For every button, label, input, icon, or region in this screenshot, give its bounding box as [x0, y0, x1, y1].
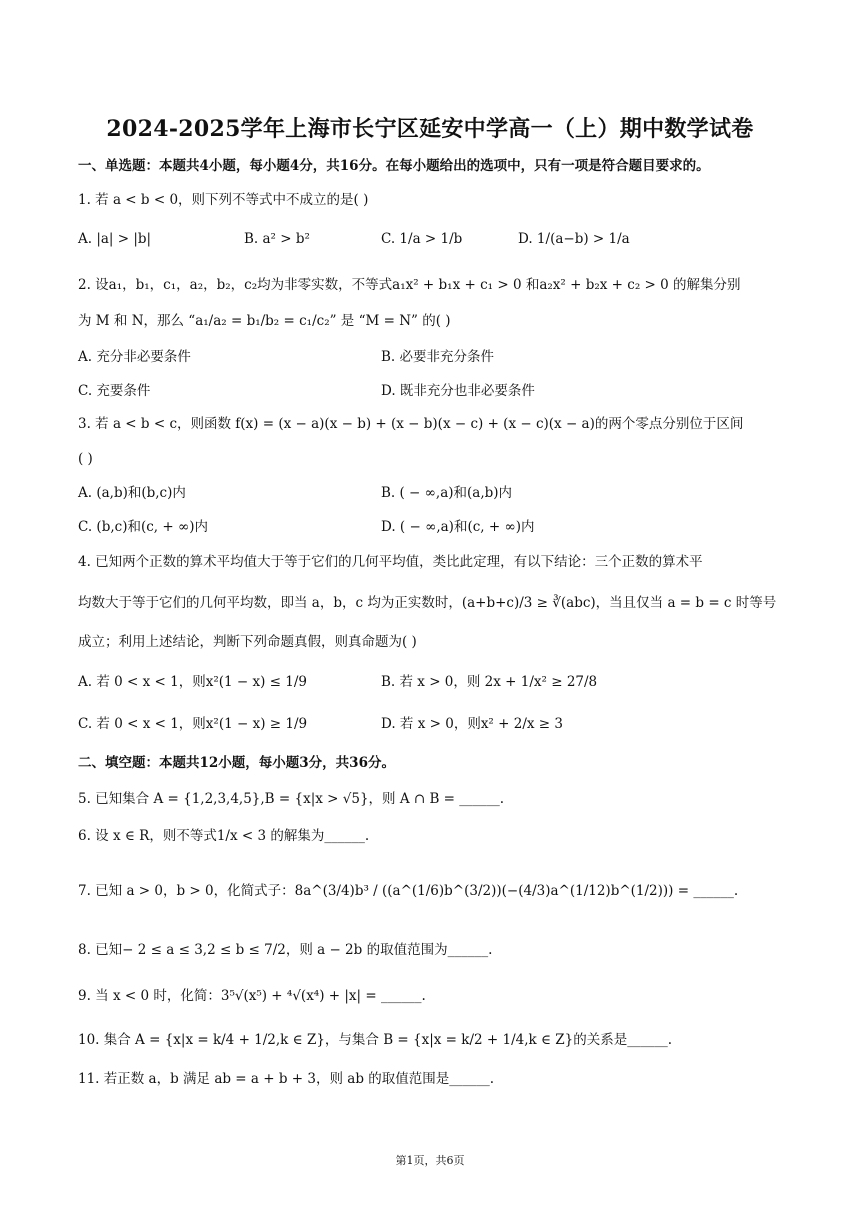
question-1-option-a: A. |a| > |b|: [78, 231, 152, 247]
section-heading-single-choice: 一、单选题：本题共4小题，每小题4分，共16分。在每小题给出的选项中，只有一项是符合题目要求的。: [78, 158, 710, 174]
question-11: 11. 若正数 a，b 满足 ab = a + b + 3，则 ab 的取值范围是______.: [78, 1071, 495, 1087]
question-4-line-1: 4. 已知两个正数的算术平均值大于等于它们的几何平均值，类比此定理，有以下结论：三个正数的算术平: [78, 554, 703, 570]
question-7: 7. 已知 a > 0，b > 0，化简式子：8a^(3/4)b³ / ((a^(1/6)b^(3/2))(−(4/3)a^(1/12)b^(1/2))) = ______.: [78, 883, 739, 899]
question-10: 10. 集合 A = {x|x = k/4 + 1/2,k ∈ Z}，与集合 B = {x|x = k/2 + 1/4,k ∈ Z}的关系是______.: [78, 1032, 673, 1048]
section-heading-fill-in: 二、填空题：本题共12小题，每小题3分，共36分。: [78, 755, 395, 771]
question-5: 5. 已知集合 A = {1,2,3,4,5},B = {x|x > √5}，则 A ∩ B = ______.: [78, 791, 505, 807]
question-9: 9. 当 x < 0 时，化简：3⁵√(x⁵) + ⁴√(x⁴) + |x| = ______.: [78, 988, 426, 1004]
question-4-option-b: B. 若 x > 0，则 2x + 1/x² ≥ 27/8: [381, 674, 598, 690]
question-3-option-a: A. (a,b)和(b,c)内: [78, 485, 186, 501]
question-4-option-d: D. 若 x > 0，则x² + 2/x ≥ 3: [381, 716, 563, 732]
question-3-option-b: B. ( − ∞,a)和(a,b)内: [381, 485, 513, 501]
question-4-line-3: 成立；利用上述结论，判断下列命题真假，则真命题为( ): [78, 634, 417, 650]
question-6: 6. 设 x ∈ R，则不等式1/x < 3 的解集为______.: [78, 828, 370, 844]
question-1-option-b: B. a² > b²: [244, 231, 310, 247]
question-3-line-2: ( ): [78, 451, 93, 467]
question-4-option-c: C. 若 0 < x < 1，则x²(1 − x) ≥ 1/9: [78, 716, 308, 732]
question-1-option-c: C. 1/a > 1/b: [381, 231, 463, 247]
question-2-option-b: B. 必要非充分条件: [381, 349, 495, 365]
page-footer: 第1页，共6页: [395, 1154, 465, 1167]
page-title: 2024-2025学年上海市长宁区延安中学高一（上）期中数学试卷: [106, 116, 754, 142]
question-3-line-1: 3. 若 a < b < c，则函数 f(x) = (x − a)(x − b) + (x − b)(x − c) + (x − c)(x − a)的两个零点分别位于区间: [78, 416, 744, 432]
question-3-option-c: C. (b,c)和(c, + ∞)内: [78, 519, 208, 535]
question-2-option-d: D. 既非充分也非必要条件: [381, 383, 535, 399]
question-2-option-c: C. 充要条件: [78, 383, 151, 399]
question-1-option-d: D. 1/(a−b) > 1/a: [518, 231, 630, 247]
question-3-option-d: D. ( − ∞,a)和(c, + ∞)内: [381, 519, 535, 535]
question-4-option-a: A. 若 0 < x < 1，则x²(1 − x) ≤ 1/9: [78, 674, 307, 690]
question-4-line-2: 均数大于等于它们的几何平均数，即当 a，b，c 均为正实数时，(a+b+c)/3 ≥ ∛(abc)，当且仅当 a = b = c 时等号: [78, 595, 777, 611]
question-8: 8. 已知− 2 ≤ a ≤ 3,2 ≤ b ≤ 7/2，则 a − 2b 的取值范围为______.: [78, 942, 493, 958]
question-2-option-a: A. 充分非必要条件: [78, 349, 191, 365]
question-2-line-2: 为 M 和 N，那么 “a₁/a₂ = b₁/b₂ = c₁/c₂” 是 “M = N” 的( ): [78, 313, 451, 329]
question-2-line-1: 2. 设a₁，b₁，c₁，a₂，b₂，c₂均为非零实数，不等式a₁x² + b₁x + c₁ > 0 和a₂x² + b₂x + c₂ > 0 的解集分别: [78, 277, 741, 293]
question-1: 1. 若 a < b < 0，则下列不等式中不成立的是( ): [78, 192, 369, 208]
